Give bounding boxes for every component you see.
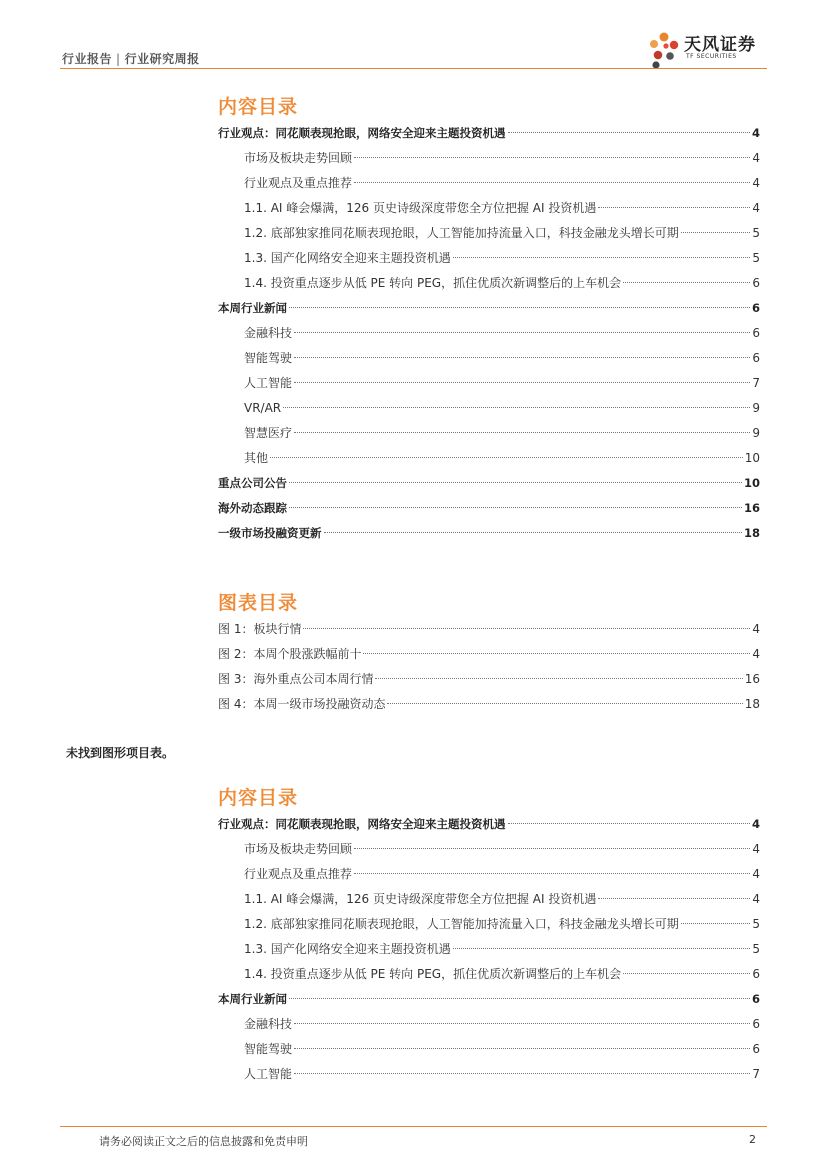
- page-number: 2: [749, 1133, 756, 1146]
- toc-entry-text: 重点公司公告: [218, 476, 287, 490]
- header-divider: [60, 68, 767, 69]
- toc-entry[interactable]: [218, 371, 760, 396]
- toc-entry-page: 6: [752, 326, 760, 340]
- toc-entry-page: 5: [752, 251, 760, 265]
- toc-entry-page: 10: [744, 451, 760, 465]
- toc-entry[interactable]: [218, 1012, 760, 1037]
- toc-entry[interactable]: [218, 321, 760, 346]
- toc-dot-leader: [289, 482, 742, 483]
- toc-entry[interactable]: [218, 642, 760, 667]
- toc-dot-leader: [294, 1048, 750, 1049]
- toc-title: 内容目录: [218, 96, 299, 118]
- toc-entry-page: 4: [752, 867, 760, 881]
- toc-dot-leader: [623, 973, 750, 974]
- toc-entry-text: 1.3. 国产化网络安全迎来主题投资机遇: [244, 942, 451, 956]
- toc-entry-page: 18: [743, 526, 760, 540]
- toc-entry-page: 16: [744, 672, 760, 686]
- toc-entry-page: 4: [752, 176, 760, 190]
- toc-entry[interactable]: [218, 396, 760, 421]
- toc-entry[interactable]: [218, 987, 760, 1012]
- toc-entry[interactable]: [218, 1062, 760, 1087]
- toc-entry[interactable]: [218, 912, 760, 937]
- content-toc: [218, 93, 760, 546]
- toc-entry-text: 金融科技: [244, 326, 293, 340]
- toc-entry-page: 4: [752, 647, 760, 661]
- toc-entry-text: 市场及板块走势回顾: [244, 842, 353, 856]
- toc-entry[interactable]: [218, 837, 760, 862]
- toc-entry-page: 6: [752, 276, 760, 290]
- toc-entry-text: 1.2. 底部独家推同花顺表现抢眼，人工智能加持流量入口，科技金融龙头增长可期: [244, 917, 679, 931]
- toc-entry-text: 图 4：本周一级市场投融资动态: [218, 697, 386, 711]
- toc-entry-page: 6: [752, 1017, 760, 1031]
- toc-entry-page: 4: [751, 126, 760, 140]
- toc-entry-page: 7: [752, 1067, 760, 1081]
- toc-entry-page: 5: [752, 917, 760, 931]
- toc-dot-leader: [324, 532, 742, 533]
- toc-dot-leader: [598, 898, 750, 899]
- toc-entry[interactable]: [218, 121, 760, 146]
- toc-entry-text: 1.4. 投资重点逐步从低 PE 转向 PEG，抓住优质次新调整后的上车机会: [244, 276, 622, 290]
- toc-dot-leader: [387, 703, 742, 704]
- toc-entry[interactable]: [218, 246, 760, 271]
- toc-entry[interactable]: [218, 617, 760, 642]
- report-subcategory-label: 行业研究周报: [124, 52, 200, 66]
- toc-dot-leader: [294, 1023, 750, 1024]
- toc-entry-text: 智慧医疗: [244, 426, 293, 440]
- toc-dot-leader: [681, 923, 751, 924]
- toc-entry[interactable]: [218, 812, 760, 837]
- toc-dot-leader: [289, 998, 750, 999]
- toc-entry-text: 1.4. 投资重点逐步从低 PE 转向 PEG，抓住优质次新调整后的上车机会: [244, 967, 622, 981]
- toc-dot-leader: [294, 382, 750, 383]
- toc-dot-leader: [283, 407, 750, 408]
- toc-entry-text: 市场及板块走势回顾: [244, 151, 353, 165]
- toc-entry-text: 金融科技: [244, 1017, 293, 1031]
- toc-entry-page: 5: [752, 226, 760, 240]
- toc-dot-leader: [354, 157, 750, 158]
- toc-dot-leader: [453, 948, 751, 949]
- toc-dot-leader: [354, 182, 750, 183]
- toc-entry[interactable]: [218, 692, 760, 717]
- toc-entry[interactable]: [218, 471, 760, 496]
- toc-entry-text: 1.3. 国产化网络安全迎来主题投资机遇: [244, 251, 451, 265]
- toc-entry-text: 1.2. 底部独家推同花顺表现抢眼，人工智能加持流量入口，科技金融龙头增长可期: [244, 226, 679, 240]
- toc-entry-page: 10: [743, 476, 760, 490]
- toc-entry[interactable]: [218, 937, 760, 962]
- toc-entry-text: 图 2：本周个股涨跌幅前十: [218, 647, 362, 661]
- toc-entry[interactable]: [218, 962, 760, 987]
- toc-entry-text: 其他: [244, 451, 269, 465]
- toc-dot-leader: [289, 307, 750, 308]
- toc-dot-leader: [294, 332, 750, 333]
- toc-dot-leader: [294, 357, 750, 358]
- toc-entry-text: 人工智能: [244, 376, 293, 390]
- toc-dot-leader: [294, 432, 750, 433]
- toc-dot-leader: [294, 1073, 750, 1074]
- toc-entry-text: 1.1. AI 峰会爆满，126 页史诗级深度带您全方位把握 AI 投资机遇: [244, 892, 597, 906]
- toc-entry-text: 智能驾驶: [244, 351, 293, 365]
- toc-entry-page: 6: [751, 301, 760, 315]
- toc-dot-leader: [598, 207, 750, 208]
- toc-entry[interactable]: [218, 421, 760, 446]
- toc-dot-leader: [681, 232, 751, 233]
- toc-entry-text: 本周行业新闻: [218, 301, 287, 315]
- toc-entry-text: 行业观点：同花顺表现抢眼，网络安全迎来主题投资机遇: [218, 126, 506, 140]
- toc-entry[interactable]: [218, 196, 760, 221]
- toc-dot-leader: [375, 678, 742, 679]
- toc-entry[interactable]: [218, 521, 760, 546]
- toc-dot-leader: [354, 873, 750, 874]
- toc-entry[interactable]: [218, 667, 760, 692]
- toc-entry-page: 7: [752, 376, 760, 390]
- toc-dot-leader: [303, 628, 750, 629]
- toc-entry[interactable]: [218, 171, 760, 196]
- toc-dot-leader: [453, 257, 751, 258]
- no-figure-items-note: 未找到图形项目表。: [66, 746, 175, 760]
- toc-entry[interactable]: [218, 296, 760, 321]
- toc-entry-page: 6: [752, 967, 760, 981]
- toc-entry-text: 行业观点：同花顺表现抢眼，网络安全迎来主题投资机遇: [218, 817, 506, 831]
- toc-entry-text: 海外动态跟踪: [218, 501, 287, 515]
- toc-title: 内容目录: [218, 787, 299, 809]
- toc-entry-page: 4: [752, 201, 760, 215]
- footer-divider: [60, 1126, 767, 1127]
- toc-dot-leader: [363, 653, 750, 654]
- toc-entry[interactable]: [218, 146, 760, 171]
- toc-entry[interactable]: [218, 496, 760, 521]
- toc-entry-page: 6: [752, 1042, 760, 1056]
- toc-dot-leader: [508, 132, 750, 133]
- logo-chinese-name: 天风证券: [684, 35, 756, 55]
- toc-entry-page: 5: [752, 942, 760, 956]
- toc-entry-page: 9: [752, 401, 760, 415]
- toc-entry-text: VR/AR: [244, 401, 282, 415]
- company-logo: [646, 28, 771, 72]
- toc-entry-text: 行业观点及重点推荐: [244, 176, 353, 190]
- figure-toc: [218, 589, 760, 717]
- toc-entry-page: 6: [752, 351, 760, 365]
- toc-entry-page: 4: [752, 151, 760, 165]
- toc-dot-leader: [270, 457, 743, 458]
- toc-entry-page: 9: [752, 426, 760, 440]
- toc-entry-page: 6: [751, 992, 760, 1006]
- toc-entry[interactable]: [218, 1037, 760, 1062]
- toc-entry-page: 4: [752, 622, 760, 636]
- toc-entry-text: 图 1：板块行情: [218, 622, 302, 636]
- toc-dot-leader: [623, 282, 750, 283]
- toc-entry-page: 4: [751, 817, 760, 831]
- toc-dot-leader: [289, 507, 742, 508]
- logo-english-name: TF SECURITIES: [686, 53, 737, 60]
- header-separator: |: [116, 52, 121, 66]
- report-category: [62, 50, 200, 67]
- toc-entry[interactable]: [218, 221, 760, 246]
- toc-entry[interactable]: [218, 271, 760, 296]
- toc-entry[interactable]: [218, 446, 760, 471]
- footer-disclaimer: 请务必阅读正文之后的信息披露和免责申明: [99, 1135, 308, 1148]
- toc-entry-page: 4: [752, 842, 760, 856]
- toc-entry-text: 图 3：海外重点公司本周行情: [218, 672, 374, 686]
- toc-entry[interactable]: [218, 862, 760, 887]
- figure-toc-title: 图表目录: [218, 592, 299, 614]
- toc-entry-page: 18: [744, 697, 760, 711]
- toc-entry-text: 人工智能: [244, 1067, 293, 1081]
- toc-entry-page: 4: [752, 892, 760, 906]
- toc-dot-leader: [508, 823, 750, 824]
- toc-entry-text: 行业观点及重点推荐: [244, 867, 353, 881]
- toc-entry-text: 智能驾驶: [244, 1042, 293, 1056]
- flower-dots-logo-icon: [646, 28, 682, 72]
- toc-entry-page: 16: [743, 501, 760, 515]
- toc-entry-text: 本周行业新闻: [218, 992, 287, 1006]
- content-toc-repeat: [218, 784, 760, 1087]
- toc-entry[interactable]: [218, 346, 760, 371]
- toc-entry-text: 一级市场投融资更新: [218, 526, 322, 540]
- toc-entry[interactable]: [218, 887, 760, 912]
- report-category-label: 行业报告: [62, 52, 113, 66]
- toc-dot-leader: [354, 848, 750, 849]
- toc-entry-text: 1.1. AI 峰会爆满，126 页史诗级深度带您全方位把握 AI 投资机遇: [244, 201, 597, 215]
